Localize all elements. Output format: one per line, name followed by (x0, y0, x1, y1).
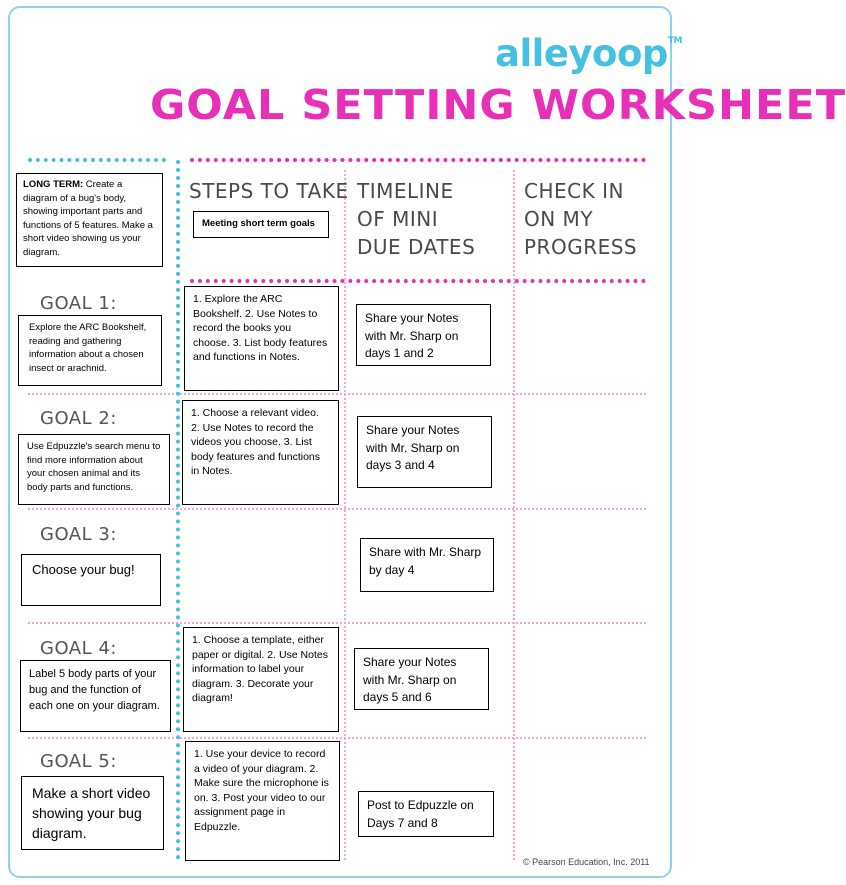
goal-2-label: GOAL 2: (40, 408, 117, 429)
goal-3-label: GOAL 3: (40, 524, 117, 545)
page-title: GOAL SETTING WORKSHEET (150, 82, 846, 130)
goal-4-timeline: Share your Notes with Mr. Sharp on days 5 and 6 (354, 648, 489, 710)
divider-goal-2 (28, 508, 646, 510)
divider-col-3 (513, 282, 515, 860)
goal-1-label: GOAL 1: (40, 293, 117, 314)
goal-5-steps: 1. Use your device to record a video of your diagram. 2. Make sure the microphone is on. 3. Post your video to our assignment page in Edpuzzle. (185, 741, 340, 861)
column-header-timeline: TIMELINE OF MINI DUE DATES (357, 179, 476, 259)
divider-top-right (190, 158, 646, 162)
goal-5-description: Make a short video showing your bug diagram. (21, 776, 164, 850)
goal-5-label: GOAL 5: (40, 751, 117, 772)
goal-3-description: Choose your bug! (21, 554, 161, 606)
copyright: © Pearson Education, Inc. 2011 (523, 857, 650, 867)
divider-goal-1 (28, 393, 646, 395)
divider-goal-4 (28, 737, 646, 739)
goal-5-timeline: Post to Edpuzzle on Days 7 and 8 (358, 791, 494, 837)
divider-col-3-head (513, 170, 515, 280)
goal-2-description: Use Edpuzzle's search menu to find more information about your chosen animal and its body parts and functions. (18, 434, 170, 505)
steps-note-box: Meeting short term goals (193, 211, 329, 238)
long-term-label: LONG TERM: (23, 179, 84, 190)
goal-4-steps: 1. Choose a template, either paper or digital. 2. Use Notes information to label your diagram. 3. Decorate your diagram! (183, 627, 339, 732)
long-term-goal-box (16, 173, 163, 267)
divider-col-1 (176, 160, 180, 860)
divider-col-2 (344, 282, 346, 860)
goal-1-timeline: Share your Notes with Mr. Sharp on days 1 and 2 (356, 304, 491, 366)
divider-header-bottom (190, 279, 646, 283)
column-header-steps: STEPS TO TAKE (189, 179, 349, 203)
goal-1-description: Explore the ARC Bookshelf, reading and gathering information about a chosen insect or arachnid. (18, 315, 162, 386)
goal-1-steps: 1. Explore the ARC Bookshelf. 2. Use Notes to record the books you choose. 3. List body features and functions in Notes. (184, 286, 339, 391)
column-header-checkin: CHECK IN ON MY PROGRESS (524, 179, 638, 259)
goal-4-description: Label 5 body parts of your bug and the function of each one on your diagram. (20, 660, 171, 732)
long-term-text: Create a diagram of a bug's body, showing important parts and functions of 5 features. Make a short video showing us your diagram. (23, 179, 153, 258)
goal-3-timeline: Share with Mr. Sharp by day 4 (360, 538, 494, 592)
divider-goal-3 (28, 622, 646, 624)
goal-2-steps: 1. Choose a relevant video. 2. Use Notes to record the videos you choose. 3. List body features and functions in Notes. (182, 400, 339, 505)
divider-top-left (28, 158, 166, 162)
goal-2-timeline: Share your Notes with Mr. Sharp on days 3 and 4 (357, 416, 492, 488)
brand-logo: alleyoop™ (495, 32, 682, 75)
goal-4-label: GOAL 4: (40, 638, 117, 659)
